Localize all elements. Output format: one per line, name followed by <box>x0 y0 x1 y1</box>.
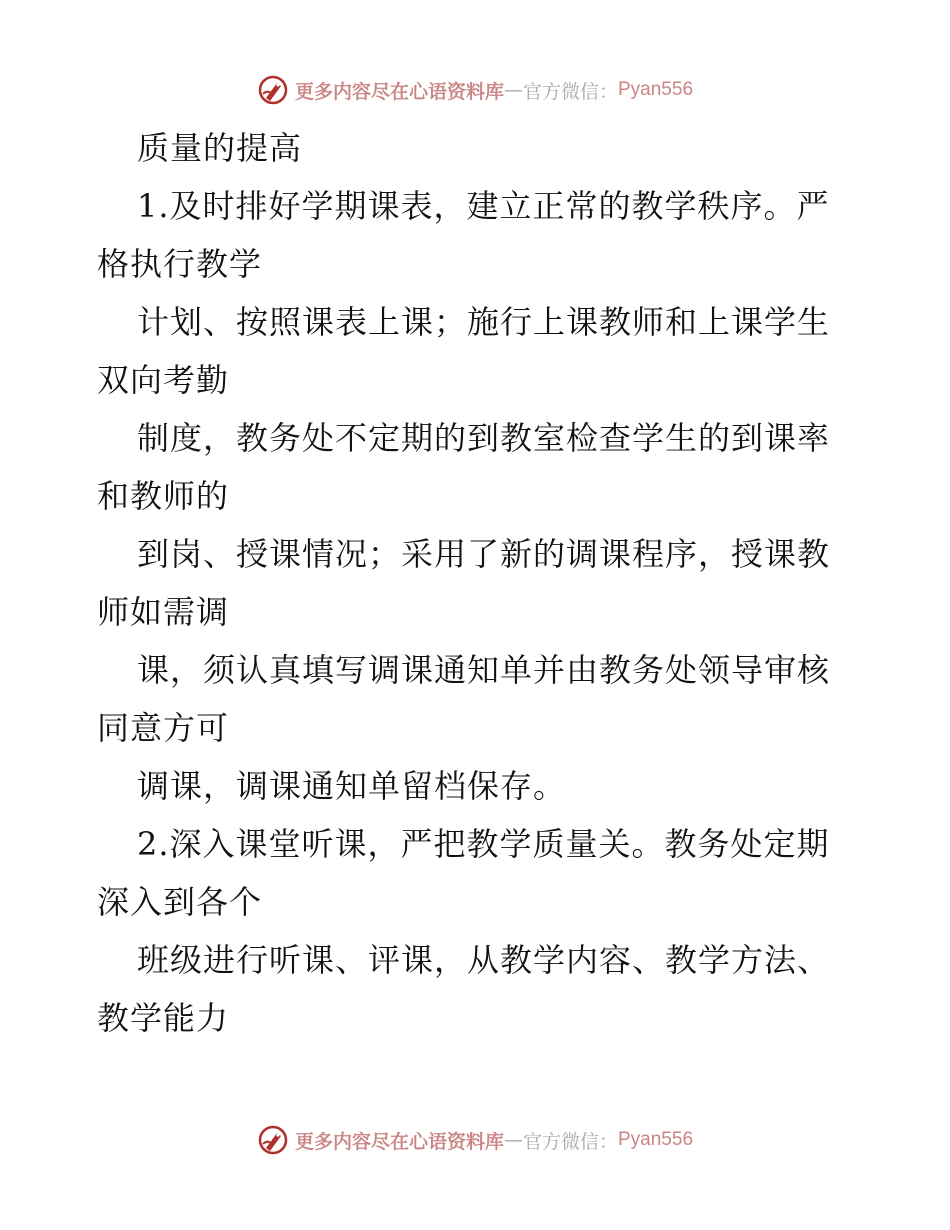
text-line: 质量的提高 <box>137 129 303 167</box>
banner-dash: — <box>503 1129 523 1151</box>
text-line: 双向考勤 <box>97 361 230 399</box>
text-line: 教学能力 <box>97 999 230 1037</box>
text-line: 课，须认真填写调课通知单并由教务处领导审核 <box>137 651 831 689</box>
text-line: 到岗、授课情况；采用了新的调课程序，授课教 <box>137 535 831 573</box>
text-line: 深入到各个 <box>97 883 263 921</box>
header-banner <box>0 70 950 110</box>
text-line: 格执行教学 <box>97 245 263 283</box>
text-line: 1.及时排好学期课表，建立正常的教学秩序。严 <box>137 187 830 225</box>
footer-banner <box>0 1120 950 1160</box>
text-line: 班级进行听课、评课，从教学内容、教学方法、 <box>137 941 831 979</box>
banner-wechat-label: 官方微信： <box>522 1130 618 1153</box>
pen-logo-icon <box>257 1124 289 1156</box>
banner-main-text: 更多内容尽在心语资料库 <box>294 80 504 103</box>
text-line: 计划、按照课表上课；施行上课教师和上课学生 <box>137 303 831 341</box>
banner-main-text: 更多内容尽在心语资料库 <box>294 1130 504 1153</box>
banner-wechat-id: Pyan556 <box>618 79 694 100</box>
text-line: 调课，调课通知单留档保存。 <box>137 767 567 805</box>
text-line: 师如需调 <box>97 593 230 631</box>
banner-wechat-id: Pyan556 <box>618 1129 694 1150</box>
text-line: 和教师的 <box>97 477 230 515</box>
text-line: 同意方可 <box>97 709 230 747</box>
banner-wechat-label: 官方微信： <box>522 80 618 103</box>
banner-dash: — <box>503 79 523 101</box>
pen-logo-icon <box>257 74 289 106</box>
text-line: 制度，教务处不定期的到教室检查学生的到课率 <box>137 419 831 457</box>
text-line: 2.深入课堂听课，严把教学质量关。教务处定期 <box>137 825 830 863</box>
